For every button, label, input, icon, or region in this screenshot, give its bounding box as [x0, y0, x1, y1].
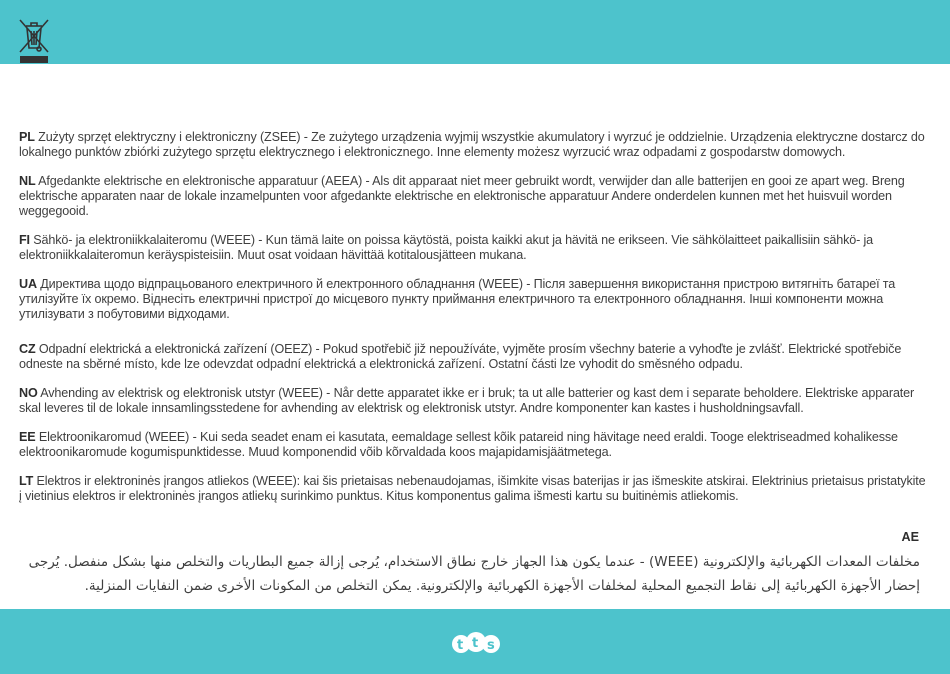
language-code-ae: AE — [901, 530, 919, 544]
paragraph-ae-text: مخلفات المعدات الكهربائية والإلكترونية (WEEE) - عندما يكون هذا الجهاز خارج نطاق الاستخدام، يُرجى إزالة جميع البطاريات والتخلص منها بشكل منفصل. يُرجى إحضار الأجهزة الكهربائية إلى نقاط التجميع المحلية لمخلفات الأجهزة الكهربائية والإلكترونية. يمكن التخلص من المكونات الأخرى ضمن النفايات المنزلية. — [28, 554, 920, 594]
svg-text:t: t — [457, 638, 464, 653]
language-code-ee: EE — [19, 430, 36, 444]
svg-text:t: t — [472, 636, 479, 651]
language-code-pl: PL — [19, 130, 35, 144]
paragraph-no-text: Avhending av elektrisk og elektronisk utstyr (WEEE) - Når dette apparatet ikke er i bruk; ta ut alle batterier og kast dem i separate beholdere. Elektriske apparater skal leveres til de lokale innsamlingsstedene for avhending av elektrisk og elektronisk utstyr. Andre komponenter kan kastes i husholdningsavfall. — [19, 386, 915, 415]
paragraph-cz-text: Odpadní elektrická a elektronická zařízení (OEEZ) - Pokud spotřebič již nepoužíváte, vyjměte prosím všechny baterie a vyhoďte je zvlášť. Elektrické spotřebiče odneste na sběrné místo, kde lze odevzdat odpadní elektrická a elektronická zařízení. Ostatní části lze vyhodit do směsného odpadu. — [19, 342, 902, 371]
tts-logo-icon — [451, 629, 501, 657]
paragraph-no — [19, 386, 931, 416]
paragraph-pl-text: Zużyty sprzęt elektryczny i elektroniczny (ZSEE) - Ze zużytego urządzenia wyjmij wszystkie akumulatory i wyrzuć je oddzielnie. Urządzenia elektryczne dostarcz do lokalnego punktów zbiórki zużytego sprzętu elektrycznego i elektronicznego. Inne elementy możesz wyrzucić wraz odpadami z gospodarstw domowych. — [19, 130, 925, 159]
paragraph-fi — [19, 233, 931, 263]
paragraph-ee — [19, 430, 931, 460]
weee-disposal-text — [19, 130, 931, 504]
paragraph-ua-text: Директива щодо відпрацьованого електричного й електронного обладнання (WEEE) - Після завершення використання пристрою витягніть батареї та утилізуйте їх окремо. Віднесіть електричні пристрої до місцевого пункту приймання електричного та електронного обладнання. Інші компоненти можна утилізувати з побутовими відходами. — [19, 277, 896, 321]
paragraph-ua — [19, 277, 931, 322]
language-code-lt: LT — [19, 474, 34, 488]
paragraph-lt-text: Elektros ir elektroninės įrangos atliekos (WEEE): kai šis prietaisas nebenaudojamas, išimkite visas baterijas ir jas išmeskite atskirai. Elektrinius prietaisus pristatykite į vietinius elektros ir elektroninės įrangos atliekų surinkimo punktus. Kitus komponentus galima išmesti kartu su buitinėmis atliekomis. — [19, 474, 926, 503]
paragraph-pl — [19, 130, 931, 160]
language-code-ua: UA — [19, 277, 37, 291]
language-code-nl: NL — [19, 174, 36, 188]
weee-crossed-bin-icon — [18, 18, 50, 64]
header-band — [0, 0, 950, 64]
paragraph-lt — [19, 474, 931, 504]
svg-text:s: s — [487, 638, 495, 653]
paragraph-ee-text: Elektroonikaromud (WEEE) - Kui seda seadet enam ei kasutata, eemaldage sellest kõik patareid ning hävitage need eraldi. Tooge elektriseadmed kohalikesse elektroonikaromude kogumispunktidesse. Muud komponendid võib kõrvaldada koos majapidamisjäätmetega. — [19, 430, 898, 459]
language-code-fi: FI — [19, 233, 30, 247]
language-code-cz: CZ — [19, 342, 36, 356]
paragraph-fi-text: Sähkö- ja elektroniikkalaiteromu (WEEE) - Kun tämä laite on poissa käytöstä, poista kaikki akut ja hävitä ne erikseen. Vie sähkölaitteet paikallisiin sähkö- ja elektroniikkalaiteromun keräyspisteisiin. Muut osat voidaan hävittää kotitalousjätteen mukana. — [19, 233, 873, 262]
language-code-no: NO — [19, 386, 38, 400]
paragraph-nl — [19, 174, 931, 219]
paragraph-cz — [19, 342, 931, 372]
paragraph-nl-text: Afgedankte elektrische en elektronische apparatuur (AEEA) - Als dit apparaat niet meer gebruikt wordt, verwijder dan alle batterijen en gooi ze apart weg. Breng elektrische apparaten naar de lokale inzamelpunten voor afgedankte elektrische en elektronische apparatuur Andere onderdelen kunnen met het huisvuil worden weggegooid. — [19, 174, 905, 218]
